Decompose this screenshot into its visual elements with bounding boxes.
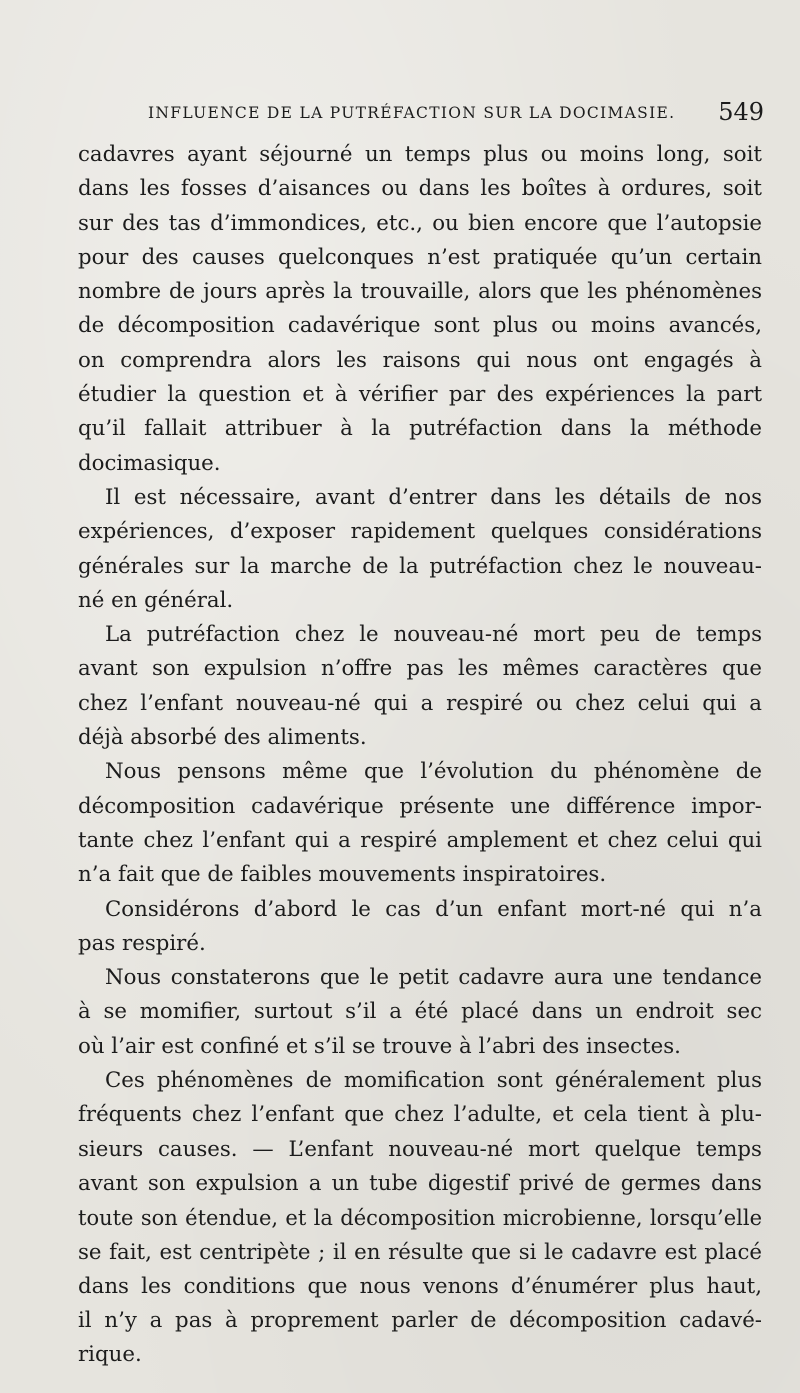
- text-line: à se momifier, surtout s’il a été placé dans un endroit sec: [78, 999, 762, 1025]
- text-line: né en général.: [78, 587, 234, 613]
- text-line: pas respiré.: [78, 930, 206, 956]
- text-line: rique.: [78, 1342, 142, 1368]
- text-line: générales sur la marche de la putréfaction chez le nouveau-: [78, 553, 762, 579]
- text-line: sieurs causes. — L’enfant nouveau-né mort quelque temps: [78, 1136, 762, 1162]
- text-line: toute son étendue, et la décomposition microbienne, lorsqu’elle: [78, 1206, 762, 1231]
- page-number: 549: [718, 98, 764, 126]
- text-line: on comprendra alors les raisons qui nous ont engagés à: [78, 347, 762, 373]
- text-line: pour des causes quelconques n’est pratiquée qu’un certain: [78, 244, 762, 270]
- page-header: [148, 100, 768, 130]
- text-line: il n’y a pas à proprement parler de décomposition cadavé-: [78, 1308, 762, 1334]
- text-line: fréquents chez l’enfant que chez l’adulte, et cela tient à plu-: [78, 1102, 762, 1128]
- text-line: se fait, est centripète ; il en résulte que si le cadavre est placé: [78, 1239, 762, 1265]
- text-line: qu’il fallait attribuer à la putréfaction dans la méthode: [78, 416, 762, 442]
- text-line: chez l’enfant nouveau-né qui a respiré ou chez celui qui a: [78, 690, 762, 716]
- text-line: Nous constaterons que le petit cadavre aura une tendance: [105, 965, 762, 991]
- text-line: étudier la question et à vérifier par des expériences la part: [78, 382, 762, 408]
- text-line: décomposition cadavérique présente une différence impor-: [78, 793, 762, 819]
- body-text: [78, 138, 762, 1373]
- text-line: La putréfaction chez le nouveau-né mort peu de temps: [105, 622, 762, 648]
- text-line: où l’air est confiné et s’il se trouve à l’abri des insectes.: [78, 1033, 681, 1059]
- text-line: Considérons d’abord le cas d’un enfant mort-né qui n’a: [105, 896, 762, 922]
- running-title: INFLUENCE DE LA PUTRÉFACTION SUR LA DOCIMASIE.: [148, 104, 676, 122]
- text-line: déjà absorbé des aliments.: [78, 725, 367, 751]
- text-line: tante chez l’enfant qui a respiré amplement et chez celui qui: [78, 827, 762, 853]
- text-line: nombre de jours après la trouvaille, alors que les phénomènes: [78, 279, 762, 305]
- text-line: avant son expulsion n’offre pas les mêmes caractères que: [78, 656, 762, 682]
- text-line: cadavres ayant séjourné un temps plus ou moins long, soit: [78, 142, 762, 167]
- text-line: docimasique.: [78, 450, 221, 476]
- text-line: sur des tas d’immondices, etc., ou bien encore que l’autopsie: [78, 210, 762, 236]
- text-line: Ces phénomènes de momification sont généralement plus: [105, 1068, 762, 1094]
- text-line: avant son expulsion a un tube digestif privé de germes dans: [78, 1170, 762, 1196]
- text-line: Nous pensons même que l’évolution du phénomène de: [105, 759, 762, 785]
- text-line: Il est nécessaire, avant d’entrer dans les détails de nos: [105, 484, 762, 510]
- text-line: dans les fosses d’aisances ou dans les boîtes à ordures, soit: [78, 176, 762, 202]
- text-line: expériences, d’exposer rapidement quelques considérations: [78, 519, 762, 545]
- text-line: dans les conditions que nous venons d’énumérer plus haut,: [78, 1273, 762, 1299]
- text-line: n’a fait que de faibles mouvements inspiratoires.: [78, 862, 607, 888]
- text-line: de décomposition cadavérique sont plus ou moins avancés,: [78, 313, 762, 339]
